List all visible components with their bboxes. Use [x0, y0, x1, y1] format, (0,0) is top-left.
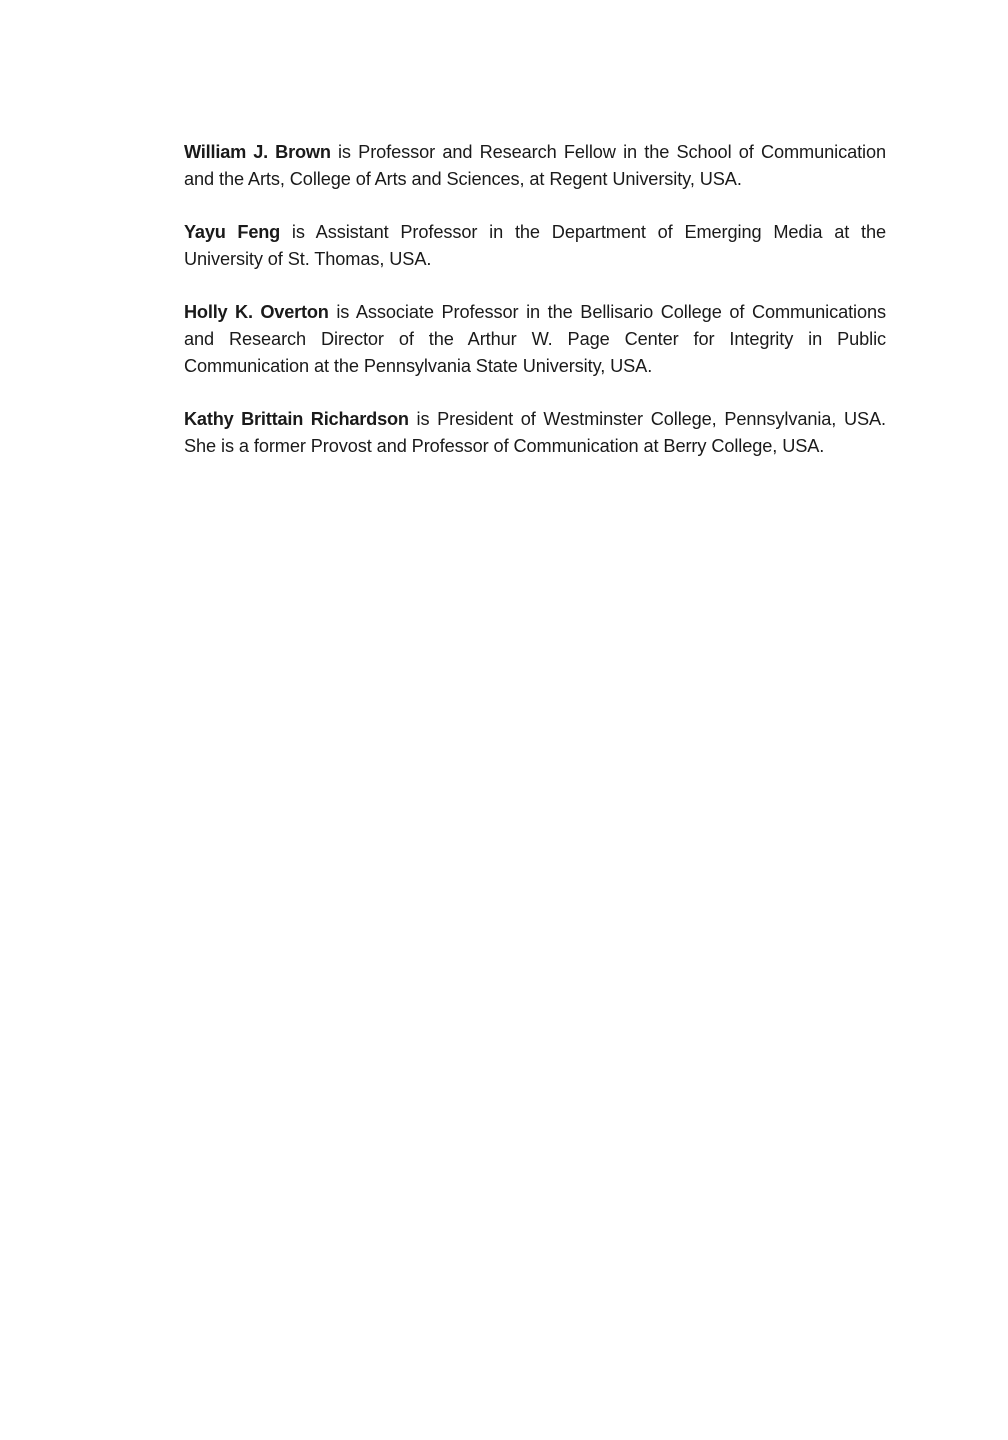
contributor-description: is President of Westminster College, Pennsylvania, USA. She is a former Provost and Professor of Communication at Berry College, USA.: [184, 409, 886, 456]
contributor-name: Yayu Feng: [184, 222, 281, 242]
contributor-description: is Associate Professor in the Bellisario College of Communications and Research Director of the Arthur W. Page Center for Integrity in Public Communication at the Pennsylvania State University, USA.: [184, 302, 887, 376]
contributor-description: is Assistant Professor in the Department of Emerging Media at the University of St. Thomas, USA.: [184, 222, 886, 269]
contributor-name: William J. Brown: [184, 142, 331, 162]
contributor-bios: [184, 139, 886, 486]
contributor-name: Kathy Brittain Richardson: [184, 409, 409, 429]
contributor-bio: [184, 406, 886, 460]
contributor-bio: [184, 299, 886, 380]
contributor-description: is Professor and Research Fellow in the School of Communication and the Arts, College of Arts and Sciences, at Regent University, USA.: [184, 142, 887, 189]
contributor-name: Holly K. Overton: [184, 302, 329, 322]
contributor-bio: [184, 139, 886, 193]
contributor-bio: [184, 219, 886, 273]
